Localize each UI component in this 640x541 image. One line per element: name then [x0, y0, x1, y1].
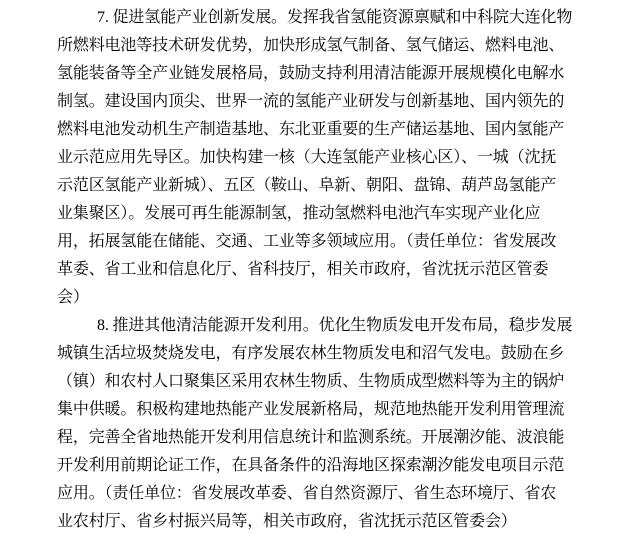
- text-line: 氢能装备等全产业链发展格局，鼓励支持利用清洁能源开展规模化电解水: [57, 65, 565, 82]
- text-line: 程，完善全省地热能开发利用信息统计和监测系统。开展潮汐能、波浪能: [57, 429, 565, 446]
- text-line: 制氢。建设国内顶尖、世界一流的氢能产业研发与创新基地、国内领先的: [57, 93, 565, 110]
- text-line: 用，拓展氢能在储能、交通、工业等多领域应用。（责任单位：省发展改: [57, 233, 557, 250]
- text-line: 革委、省工业和信息化厅、省科技厅，相关市政府，省沈抚示范区管委: [57, 261, 549, 278]
- text-line: 集中供暖。积极构建地热能产业发展新格局，规范地热能开发利用管理流: [57, 401, 565, 418]
- paragraph-item-8: [57, 312, 587, 536]
- text-line: 业示范应用先导区。加快构建一核（大连氢能产业核心区）、一城（沈抚: [57, 149, 557, 166]
- text-line: 业集聚区）。发展可再生能源制氢，推动氢燃料电池汽车实现产业化应: [57, 205, 541, 222]
- paragraph-item-7: [57, 4, 587, 312]
- text-line: 城镇生活垃圾焚烧发电，有序发展农林生物质发电和沼气发电。鼓励在乡: [57, 345, 565, 362]
- text-line: 燃料电池发动机生产制造基地、东北亚重要的生产储运基地、国内氢能产: [57, 121, 565, 138]
- text-line: 应用。（责任单位：省发展改革委、省自然资源厅、省生态环境厅、省农: [57, 485, 557, 502]
- text-line: （镇）和农村人口聚集区采用农林生物质、生物质成型燃料等为主的锅炉: [57, 373, 565, 390]
- text-line: 会）: [57, 289, 89, 306]
- text-line: 所燃料电池等技术研发优势，加快形成氢气制备、氢气储运、燃料电池、: [57, 37, 565, 54]
- text-line: 示范区氢能产业新城）、五区（鞍山、阜新、朝阳、盘锦、葫芦岛氢能产: [57, 177, 557, 194]
- text-line: 开发利用前期论证工作，在具备条件的沿海地区探索潮汐能发电项目示范: [57, 457, 565, 474]
- text-line: 7. 促进氢能产业创新发展。发挥我省氢能资源禀赋和中科院大连化物: [97, 9, 573, 26]
- text-line: 业农村厅、省乡村振兴局等，相关市政府，省沈抚示范区管委会）: [57, 513, 517, 530]
- document-page: [57, 4, 587, 536]
- text-line: 8. 推进其他清洁能源开发利用。优化生物质发电开发布局，稳步发展: [97, 317, 573, 334]
